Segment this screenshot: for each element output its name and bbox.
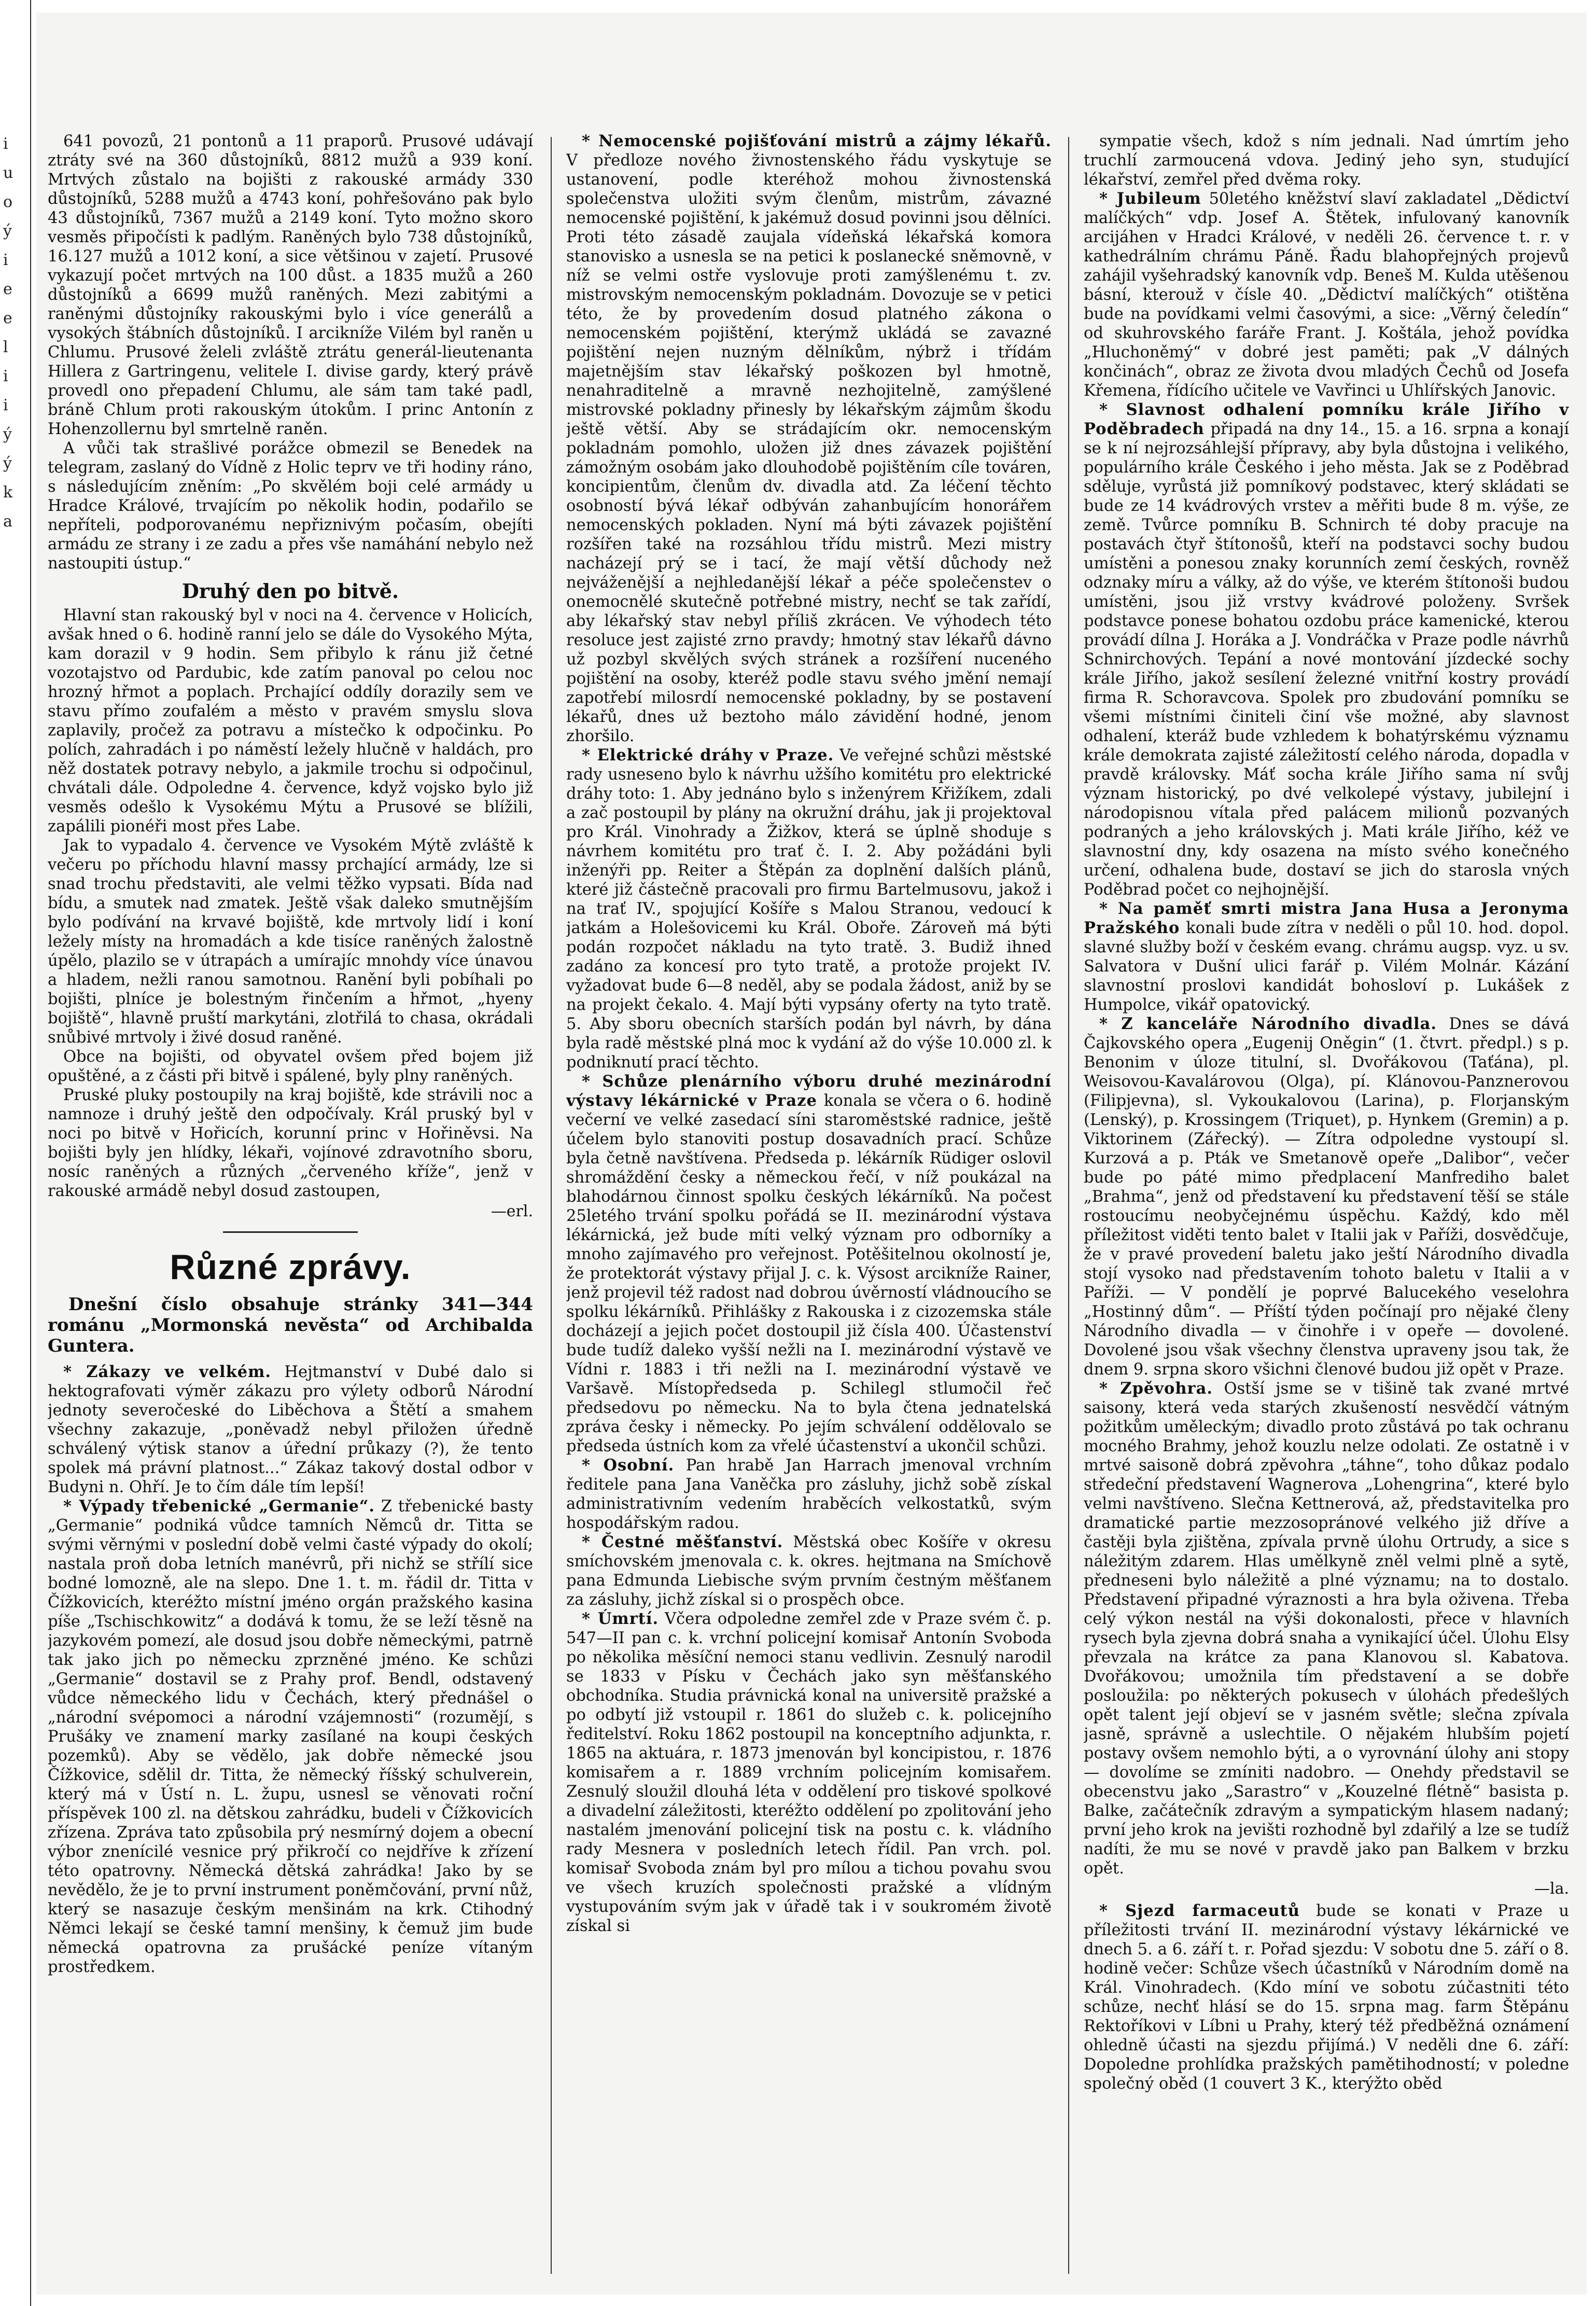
article-paragraph: A vůči tak strašlivé porážce obmezil se Benedek na telegram, zaslaný do Vídně z Holic teprv ve tři hodiny ráno, s následujícím zněním: „Po skvělém boji celé armády u Hradce Králové, trvajícím po několik hodin, podařilo se nepříteli, podporovanému nepřiznivým počasím, obejíti armádu ze strany i ze zadu a přes vše namáhání nebylo než nastoupiti ústup.“	[48, 439, 533, 573]
margin-letter: ý	[3, 222, 12, 240]
article-paragraph: Jak to vypadalo 4. července ve Vysokém Mýtě zvláště k večeru po příchodu hlavní massy prchající armády, lze si snad trochu představiti, ale velmi těžko vypsati. Bída nad bídu, a smutek nad zmatek. Ještě však daleko smutnějším bylo podívání na krvavé bojiště, kde mrtvoly lidí i koní ležely místy na hromadách a kde tisíce raněných žalostně úpělo, plazilo se v útrapách a umírajíc mnohdy více únavou a hladem, nežli ranou samotnou. Ranění byli pobíhali po bojišti, plníce je bolestným řinčením a hřmot, „hyeny bojiště“, hlavně pruští markytáni, zlotřilá to chasa, okrádali snůbivé mrtvoly i živé dosud raněné.	[48, 837, 533, 1047]
author-signature: —la.	[1534, 1880, 1569, 1898]
news-item-body: V předloze nového živnostenského řádu vyskytuje se ustanovení, podle kteréhož mohou živnostenská společenstva uložiti svým členům, mistrům, závazné nemocenské pojištění, k jakémuž dosud povinni jsou dělníci. Proti této zásadě zaujala vídeňská lékařská komora stanovisko a usnesla se na petici k poslanecké sněmovně, v níž se velmi ostře vyslovuje proti zamýšlenému t. zv. mistrovským nemocenským pokladnám. Dovozuje se v petici této, že by provedením dosud platného zákona o nemocenském pojištění, kterýmž ukládá se zavazné pojištění nejen nuzným dělníkům, nýbrž i třídám majetnějším stav lékařský poškozen byl hmotně, nenahraditelně a mravně nezhojitelně, zamýšlené mistrovské pokladny přinesly by lékařským zájmům škodu ještě větší. Aby se strádajícím okr. nemocenským pokladnám pomohlo, uložen již dnes závazek pojištění zámožným osobám jako dlouhodobě pojištěním cíle továren, koncipientům, členům dv. divadla atd. Za léčení těchto osobností bývá lékař odbýván zahanbujícím honorářem nemocenských pokladen. Nyní má býti závazek pojištění rozšířen také na rozsáhlou třídu mistrů. Mezi mistry nacházejí prý se i tací, že mají větší důchody než nejváženější a nejhledanější lékař a péče společenstev o onemocnělé skutečně potřebné mistry, nechť se tak zařídí, aby lékařský stav nebyl příliš zkrácen. Ve výhodech této resoluce jest zajisté zrno pravdy; hmotný stav lékařů dávno už pozbyl skvělých svých stránek a rozšíření nuceného pojištění na osoby, kteréž podle stavu svého jmění nemají zapotřebí milosrdí nemocenské pokladny, by se postavení lékařů, dnes už beztoho málo závidění hodné, jenom zhoršilo.	[566, 151, 1052, 745]
news-item-body: Ve veřejné schůzi městské rady usneseno bylo k návrhu užšího komitétu pro elektrické dráhy toto: 1. Aby jednáno bylo s inženýrem Křižíkem, zdali a zač postoupil by plány na okružní dráhu, jak ji projektoval pro Král. Vinohrady a Žižkov, která se úplně shoduje s návrhem komitétu pro trať č. I. 2. Aby požádáni byli inženýři pp. Reiter a Štěpán za doplnění dalších plánů, které již částečně pracovali pro firmu Bartelmusovu, jakož i na trať IV., spojující Košíře s Malou Stranou, vedoucí k jatkám a Holešovicemi ku Král. Oboře. Zároveň má býti podán rozpočet nákladu na tyto tratě. 3. Budiž ihned zadáno za koncesí pro tyto tratě, a protože projekt IV. vyžadovat bude 6—8 neděl, aby se podala žádost, aniž by se na projekt čekalo. 4. Mají býti vypsány oferty na tyto tratě. 5. Aby sboru obecních starších podán byl návrh, by dána byla radě městské plná moc k vydání až do výše 10.000 zl. k podniknutí prací těchto.	[566, 746, 1052, 1072]
margin-letter: o	[3, 193, 13, 211]
news-item-body: Dnes se dává Čajkovského opera „Eugenij Oněgin“ (1. čtvrt. předpl.) s p. Benonim v úloze titulní, sl. Dvořákovou (Taťána), pl. Weisovou-Kavalárovou (Olga), pí. Klánovou-Panznerovou (Filipjevna), sl. Vykoukalovou (Larina), p. Florjanským (Lenský), p. Krossingem (Triquet), p. Hynkem (Gremin) a p. Viktorinem (Zářecký). — Zítra odpoledne vystoupí sl. Kurzová a p. Pták ve Smetanově opeře „Dalibor“, večer bude po páté mimo předplacení Manfrediho balet „Brahma“, jenž od představení ku představení těší se stále rostoucímu neobyčejnému úspěchu. Každý, kdo měl příležitost viděti tento balet v Italii jak v Paříži, dosvědčuje, že v pravé provedení baletu jako ještí Národního divadla stojí vysoko nad představením tohoto baletu v Italii a v Paříži. — V pondělí je poprvé Balucekého veselohra „Hostinný dům“. — Příští týden počínají pro nějaké členy Národního divadla — v činohře i v opeře — dovolené. Dovolené jsou však všechny členstva upraveny jsou tak, že dnem 9. srpna skoro všichni členové budou již opět v Praze.	[1084, 1015, 1569, 1379]
news-item-body: Z třebenické basty „Germanie“ podniká vůdce tamních Němců dr. Titta se svými věrnými v poslední době velmi časté výpady do okolí; nastala proň doba letních manévrů, při nichž se střílí sice bodné lomozně, ale na slepo. Dne 1. t. m. řádil dr. Titta v Čížkovicích, kteréžto místní jméno orgán pražského kasina píše „Tschischkowitz“ a dodává k tomu, že se leží těsně na jazykovém pomezí, ale dosud jsou dobře německými, patrně tak jako jich po německu zprzněné jméno. Ke schůzi „Germanie“ dostavil se z Prahy prof. Bendl, odstavený vůdce německého lidu v Čechách, který přednášel o „národní svépomoci a národní vzájemnosti“ (rozumějí, s Prušáky ve znamení marky zasílané na koupi českých pozemků). Aby se vědělo, jak dobře německé jsou Čížkovice, sdělil dr. Titta, že německý říšský schulverein, který má v Ústí n. L. župu, usnesl se věnovati roční příspěvek 100 zl. na dětskou zahrádku, budeli v Čížkovicích zřízena. Zpráva tato způsobila prý nesmírný dojem a obecní výbor znenícilé vesnice prý přikročí co nejdříve k zřízení této opatrovny. Německá dětská zahrádka! Jako by se nevědělo, že je to první instrument poněmčování, první nůž, který se nasazuje českým menšinám na krk. Ctihodný Němci lekají se české tamní menšiny, k čemuž jim bude německá opatrovna za prušácké peníze vítaným prostředkem.	[48, 1497, 533, 1976]
article-paragraph: 641 povozů, 21 pontonů a 11 praporů. Prusové udávají ztráty své na 360 důstojníků, 8812 mužů a 939 koní. Mrtvých zůstalo na bojišti z rakouské armády 330 důstojníků, 5288 mužů a 4743 koní, pohřešováno pak bylo 43 důstojníků, 7367 mužů a 2149 koní. Tyto možno skoro vesměs připočísti k padlým. Raněných bylo 738 důstojníků, 16.127 mužů a 1012 koní, a sice většinou v zajetí. Prusové vykazují počet mrtvých na 100 důst. a 1835 mužů a 260 důstojníků a 6699 mužů raněných. Mezi zabitými a raněnými důstojníky rakouskými bylo i více generálů a vysokých štábních důstojníků. I arcikníže Vilém byl raněn u Chlumu. Prusové želeli zvláště ztrátu generál-lieutenanta Hillera z Gartringenu, velitele I. divise gardy, který právě provedl ono přepadení Chlumu, ale sám tam také padl, bráně Chlum proti rakouským útokům. I princ Antonín z Hohenzollernu byl smrtelně raněn.	[48, 132, 533, 438]
news-item	[566, 1072, 1052, 1456]
news-item-title: * Schůze plenárního výboru druhé mezinárodní výstavy lékárnické v Praze	[566, 1072, 1052, 1110]
news-item-body: Městská obec Košíře v okresu smíchovském jmenovala c. k. okres. hejtmana na Smíchově pana Edmunda Liebische svým prvním čestným měšťanem za zásluhy, jichž získal si o prospěch obce.	[566, 1533, 1052, 1609]
margin-letter: a	[3, 512, 12, 531]
news-item-body: Hejtmanství v Dubé dalo si hektografovati výměr zákazu pro výlety odborů Národní jednoty severočeské do Liběchova a Štětí a smahem všechny zakazuje, „poněvadž nebyl přiložen úředně schválený výtisk stanov a úřední průkazy (?), že tento spolek má právní platnost...“ Zákaz takový dostal odbor v Budyni n. Ohří. Je to čím dále tím lepší!	[48, 1363, 533, 1496]
article-paragraph: Obce na bojišti, od obyvatel ovšem před bojem již opuštěné, a z části při bitvě i spálené, byly plny raněných.	[48, 1048, 533, 1085]
column-1	[48, 132, 533, 2279]
article-paragraph: Hlavní stan rakouský byl v noci na 4. července v Holicích, avšak hned o 6. hodině ranní jelo se dále do Vysokého Mýta, kam dorazil v 9 hodin. Sem přibylo k ránu již četné vozotajstvo od Pardubic, kde zatím panoval po celou noc hrozný hřmot a poplach. Prchající oddíly dorazily sem ve stavu přímo zoufalém a město v pravém smyslu slova zaplavily, pročež za potravu a místečko k odpočinku. Po polích, zahradách i po náměstí ležely hlučně v haldách, pro něž dostatek potravy nebylo, a jakmile trochu si odpočinul, chvátali dále. Odpoledne 4. července, když vojsko bylo již vesměs odešlo k Vysokému Mýtu a Prusové se blížili, zapálili pionéři most přes Labe.	[48, 606, 533, 836]
author-signature: —erl.	[491, 1202, 533, 1220]
news-item-title: * Slavnost odhalení pomníku krále Jiřího v Poděbradech	[1084, 400, 1569, 438]
news-item	[1084, 189, 1569, 400]
margin-letter: i	[3, 251, 8, 269]
news-item-title: * Osobní.	[582, 1456, 675, 1475]
news-item	[1084, 1015, 1569, 1379]
news-item-title: * Jubileum	[1099, 189, 1201, 208]
news-item-title: * Zákazy ve velkém.	[63, 1363, 272, 1381]
news-item-title: * Nemocenské pojišťování mistrů a zájmy lékařů.	[582, 132, 1052, 150]
news-item	[566, 1609, 1052, 1936]
news-item	[566, 132, 1052, 746]
news-item	[1084, 899, 1569, 1015]
margin-letter: e	[3, 309, 12, 327]
margin-letters	[3, 130, 19, 536]
section-heading: Různé zprávy.	[170, 1247, 411, 1287]
margin-letter: ý	[3, 425, 12, 443]
news-item	[566, 1456, 1052, 1533]
news-item-title: * Výpady třebenické „Germanie“.	[63, 1497, 375, 1516]
margin-letter: l	[3, 338, 8, 356]
column-3	[1084, 132, 1569, 2279]
news-item-body: 50letého kněžství slaví zakladatel „Dědictví malíčkých“ vdp. Josef A. Štětek, infulovaný kanovník arcijáhen v Hradci Králové, v neděli 26. července t. r. v kathedrálním chrámu Páně. Řadu blahopřejných projevů zahájil vyšehradský kanovník vdp. Beneš M. Kulda utěšenou básní, kterouž v čísle 40. „Dědictví malíčkých“ otištěna bude na povídkami velmi časovými, a sice: „Věrný čeledín“ od skuhrovského faráře Frant. J. Koštála, jehož povídka „Hluchoněmý“ v dobré jest paměti; pak „V dálných končinách“, obraz ze života dvou mladých Čechů od Josefa Křemena, řídícího učitele ve Vavřinci u Uhlířských Janovic.	[1084, 190, 1569, 400]
column-rule	[1068, 137, 1069, 2274]
article-paragraph: sympatie všech, kdož s ním jednali. Nad úmrtím jeho truchlí zarmoucená vdova. Jediný jeho syn, studující lékařství, zemřel před dvěma roky.	[1084, 132, 1569, 189]
subheading: Druhý den po bitvě.	[181, 579, 399, 603]
news-item	[48, 1363, 533, 1497]
article-paragraph: Pruské pluky postoupily na kraj bojiště, kde strávili noc a namnoze i druhý ještě den odpočívaly. Král pruský byl v noci po bitvě v Hořicích, korunní princ v Hořiněvsi. Na bojišti byly jen hlídky, lékaři, vojínové zdravotního sboru, nosíc raněných a různých „červeného kříže“, jenž v rakouské armádě nebyl dosud zastoupen,	[48, 1086, 533, 1200]
column-rule	[551, 137, 552, 2274]
margin-letter: i	[3, 367, 8, 385]
news-item	[566, 1533, 1052, 1609]
column-2	[566, 132, 1052, 2279]
news-item-title: * Z kanceláře Národního divadla.	[1099, 1015, 1437, 1033]
news-item-body: Pan hrabě Jan Harrach jmenoval vrchním ředitele pana Jana Vaněčka pro zásluhy, jichž sobě získal administrativním vedením hraběcích velkostatků, svým hospodářským radou.	[566, 1456, 1052, 1532]
page-edge	[0, 0, 31, 2306]
news-item-body: Ostší jsme se v tišině tak zvané mrtvé saisony, která veda starých zkušeností nesvědčí vátným požitkům uměleckým; divadlo proto zůstává po tak ochranu mocného Brahmy, jehož kouzlu nelze odolati. Ze ostatně i v mrtvé saisoně dobrá zpěvohra „táhne“, toho důkaz podalo středeční představení Wagnerova „Lohengrina“, které bylo velmi navštíveno. Slečna Kettnerová, až, představitelka pro dramatické partie mezzosopránové velkého již dříve a častěji byla zjištěna, zpívala prvně úlohu Ortrudy, a sice s náležitým zdarem. Hlas umělkyně zněl velmi plně a sytě, předneseni bylo náležitě a plné významu; na to dostalo. Představení připadné výraznosti a hra byla oživena. Třeba celý výkon nestál na výši dokonalosti, přece v hlavních rysech byla zjevna dobrá snaha a vynikající účel. Úlohu Elsy převzala na krátce za pana Klanovou sl. Kabatova. Dvořákovou; umožnila tím představení a se dobře posloužila: po některých pokusech v úlohách předešlých opět talent její objeví se v jasném světle; slečna zpívala jasně, správně a uslechtile. O nějakém hlubším pojetí postavy ovšem nemohlo býti, a o vyrovnání úlohy ani stopy — dovolíme se zmíniti nadobro. — Onehdy představil se obecenstvu jako „Sarastro“ v „Kouzelné flétně“ basista p. Balke, začátečník zdravým a sympatickým hlasem nadaný; první jeho krok na jevišti rozhodně byl zdařilý a lze se tudíž nadíti, že mu se nové v pravdě jako pan Balkem v brzku opět.	[1084, 1380, 1569, 1878]
news-item	[566, 746, 1052, 1072]
news-item-title: * Na paměť smrti mistra Jana Husa a Jeronyma Pražského	[1084, 899, 1569, 937]
news-item-body: Včera odpoledne zemřel zde v Praze svém č. p. 547—II pan c. k. vrchní policejní komisař Antonín Svoboda po několika měsíční nemoci stanu vedlivin. Zesnulý narodil se 1833 v Písku v Čechách jako syn měšťanského obchodníka. Studia právnická konal na universitě pražské a po odbytí již vstoupil r. 1861 do služeb c. k. policejního ředitelství. Roku 1862 postoupil na konceptního adjunkta, r. 1865 na aktuára, r. 1873 jmenován byl koncipistou, r. 1876 komisařem a r. 1889 vrchním policejním komisařem. Zesnulý sloužil dlouhá léta v oddělení pro tiskové spolkové a divadelní záležitosti, kteréžto oddělení po zpolitování jeho nastalém jmenování policejní tisk na postu c. k. vládního rady Mesnera v posledních letech řídil. Pan vrch. pol. komisař Svoboda znám byl pro mílou a tichou povahu svou ve všech kruzích společnosti pražské a vlídným vystupováním svým jak v úřadě tak i v soukromém životě získal si	[566, 1610, 1052, 1935]
lead-notice: Dnešní číslo obsahuje stránky 341—344 románu „Mormonská nevěsta“ od Archibalda Guntera.	[48, 1294, 533, 1356]
news-item-title: * Sjezd farmaceutů	[1099, 1901, 1300, 1920]
news-item	[1084, 1379, 1569, 1878]
news-item-body: bude se konati v Praze u příležitosti trvání II. mezinárodní výstavy lékárnické ve dnech 5. a 6. září t. r. Pořad sjezdu: V sobotu dne 5. září o 8. hodině večer: Schůze všech účastníků v Národním domě na Král. Vinohradech. (Kdo míní ve sobotu zúčastniti této schůze, nechť hlásí se do 15. srpna mag. farm Štěpánu Rektoříkovi v Líbni u Prahy, který též předběžná oznámení ohledně účasti na sjezdu přijímá.) V neděli dne 6. září: Dopoledne prohlídka pražských pamětihodností; v poledne společný oběd (1 couvert 3 K., kterýžto oběd	[1084, 1902, 1569, 2093]
margin-letter: ý	[3, 454, 12, 473]
news-item-title: * Zpěvohra.	[1099, 1379, 1213, 1398]
news-item-title: * Čestné měšťanství.	[582, 1533, 783, 1551]
section-divider	[223, 1231, 358, 1233]
news-item-body: připadá na dny 14., 15. a 16. srpna a konají se k ní nejrozsáhlejší přípravy, aby byla důstojna i velikého, populárního krále Českého i jeho města. Jak se z Poděbrad sděluje, vyrůstá již pomníkový podstavec, který skládati se bude ze 14 kvádrových vrstev a měřiti bude 8 m. výše, ze země. Tvůrce pomníku B. Schnirch té doby pracuje na postavách čtyř štítonošů, kteří na podstavci sochy budou umístěni a ponesou znaky korunních zemí českých, rovněž odznaky míru a války, až do výše, ve kterém štítonoši budou umístěni, jsou již vrstvy kvádrové položeny. Svršek podstavce ponese bohatou ozdobu práce kamenické, kterou provádí dílna J. Horáka a J. Vondráčka v Praze podle návrhů Schnirchových. Tepání a nové montování jízdecké sochy krále Jiřího, jakož sesílení železné vnitřní kostry provádí firma R. Schoravcova. Spolek pro zbudování pomníku se všemi místními činiteli činí vše možné, aby slavnost odhalení, kteráž bude vzhledem k bohatýrskému významu krále demokrata zajisté záležitostí celého národa, dopadla v pravdě královsky. Máť socha krále Jiřího sama ní svůj význam historický, po dvé velkolepé výstavy, jubilejní i národopisnou vítala před palácem milionů pozvaných podraných a jeho královských j. Mati krále Jiřího, kéž ve slavnostní dny, kdy osazena na místo svého konečného určení, odhalena bude, dostaví se jich do starosla vných Poděbrad počet co nejhojnější.	[1084, 420, 1569, 899]
newspaper-page	[36, 12, 1587, 2295]
margin-letter: e	[3, 280, 12, 298]
news-item-title: * Úmrtí.	[582, 1609, 659, 1628]
margin-letter: k	[3, 483, 13, 502]
news-item-body: konala se včera o 6. hodině večerní ve velké zasedací síni staroměstské radnice, ještě účelem bylo stanoviti postup dosavadních prací. Schůze byla četně navštívena. Předseda p. lékárník Rüdiger oslovil shromáždění česky a německou řečí, v níž poukázal na blahodárnou činnost spolku českých lékárníků. Na počest 25letého trvání spolku pořádá se II. mezinárodní výstava lékárnická, jež bude míti velký význam pro odborníky a mnoho zajímavého pro veřejnost. Potěšitelnou okolností je, že protektorát výstavy přijal J. c. k. Výsost arcikníže Rainer, jenž projevil též radost nad dobrou úvěrností vládnoucího se spolku lékárníků. Přihlášky z Rakouska i z cizozemska stále docházejí a jejich počet dostoupil již čísla 400. Účastenství bude tudíž daleko vyšší nežli na I. mezinárodní výstavě ve Vídni r. 1883 i tři nežli na I. mezinárodní výstavě ve Varšavě. Místopředseda p. Schilegl stlumočil řeč předsedovu po německu. Na to byla čtena jednatelská zpráva česky i německy. Po jejím schválení oddělovalo se předseda ústních kom za vřelé účastenství a ukončil schůzi.	[566, 1092, 1052, 1455]
news-item	[48, 1497, 533, 1977]
news-item	[1084, 400, 1569, 899]
news-item-title: * Elektrické dráhy v Praze.	[582, 746, 834, 765]
margin-letter: i	[3, 135, 8, 153]
news-item	[1084, 1901, 1569, 2093]
margin-letter: u	[3, 164, 13, 182]
news-item-body: konali bude zítra v neděli o půl 10. hod. dopol. slavné služby boží v českém evang. chrámu augsp. vyz. u sv. Salvatora v Dušní ulici farář p. Vilém Molnár. Kázání slavnostní proslovi kandidát bohosloví p. Lukášek z Humpolce, vikář opatovický.	[1084, 919, 1569, 1014]
margin-letter: i	[3, 396, 8, 414]
